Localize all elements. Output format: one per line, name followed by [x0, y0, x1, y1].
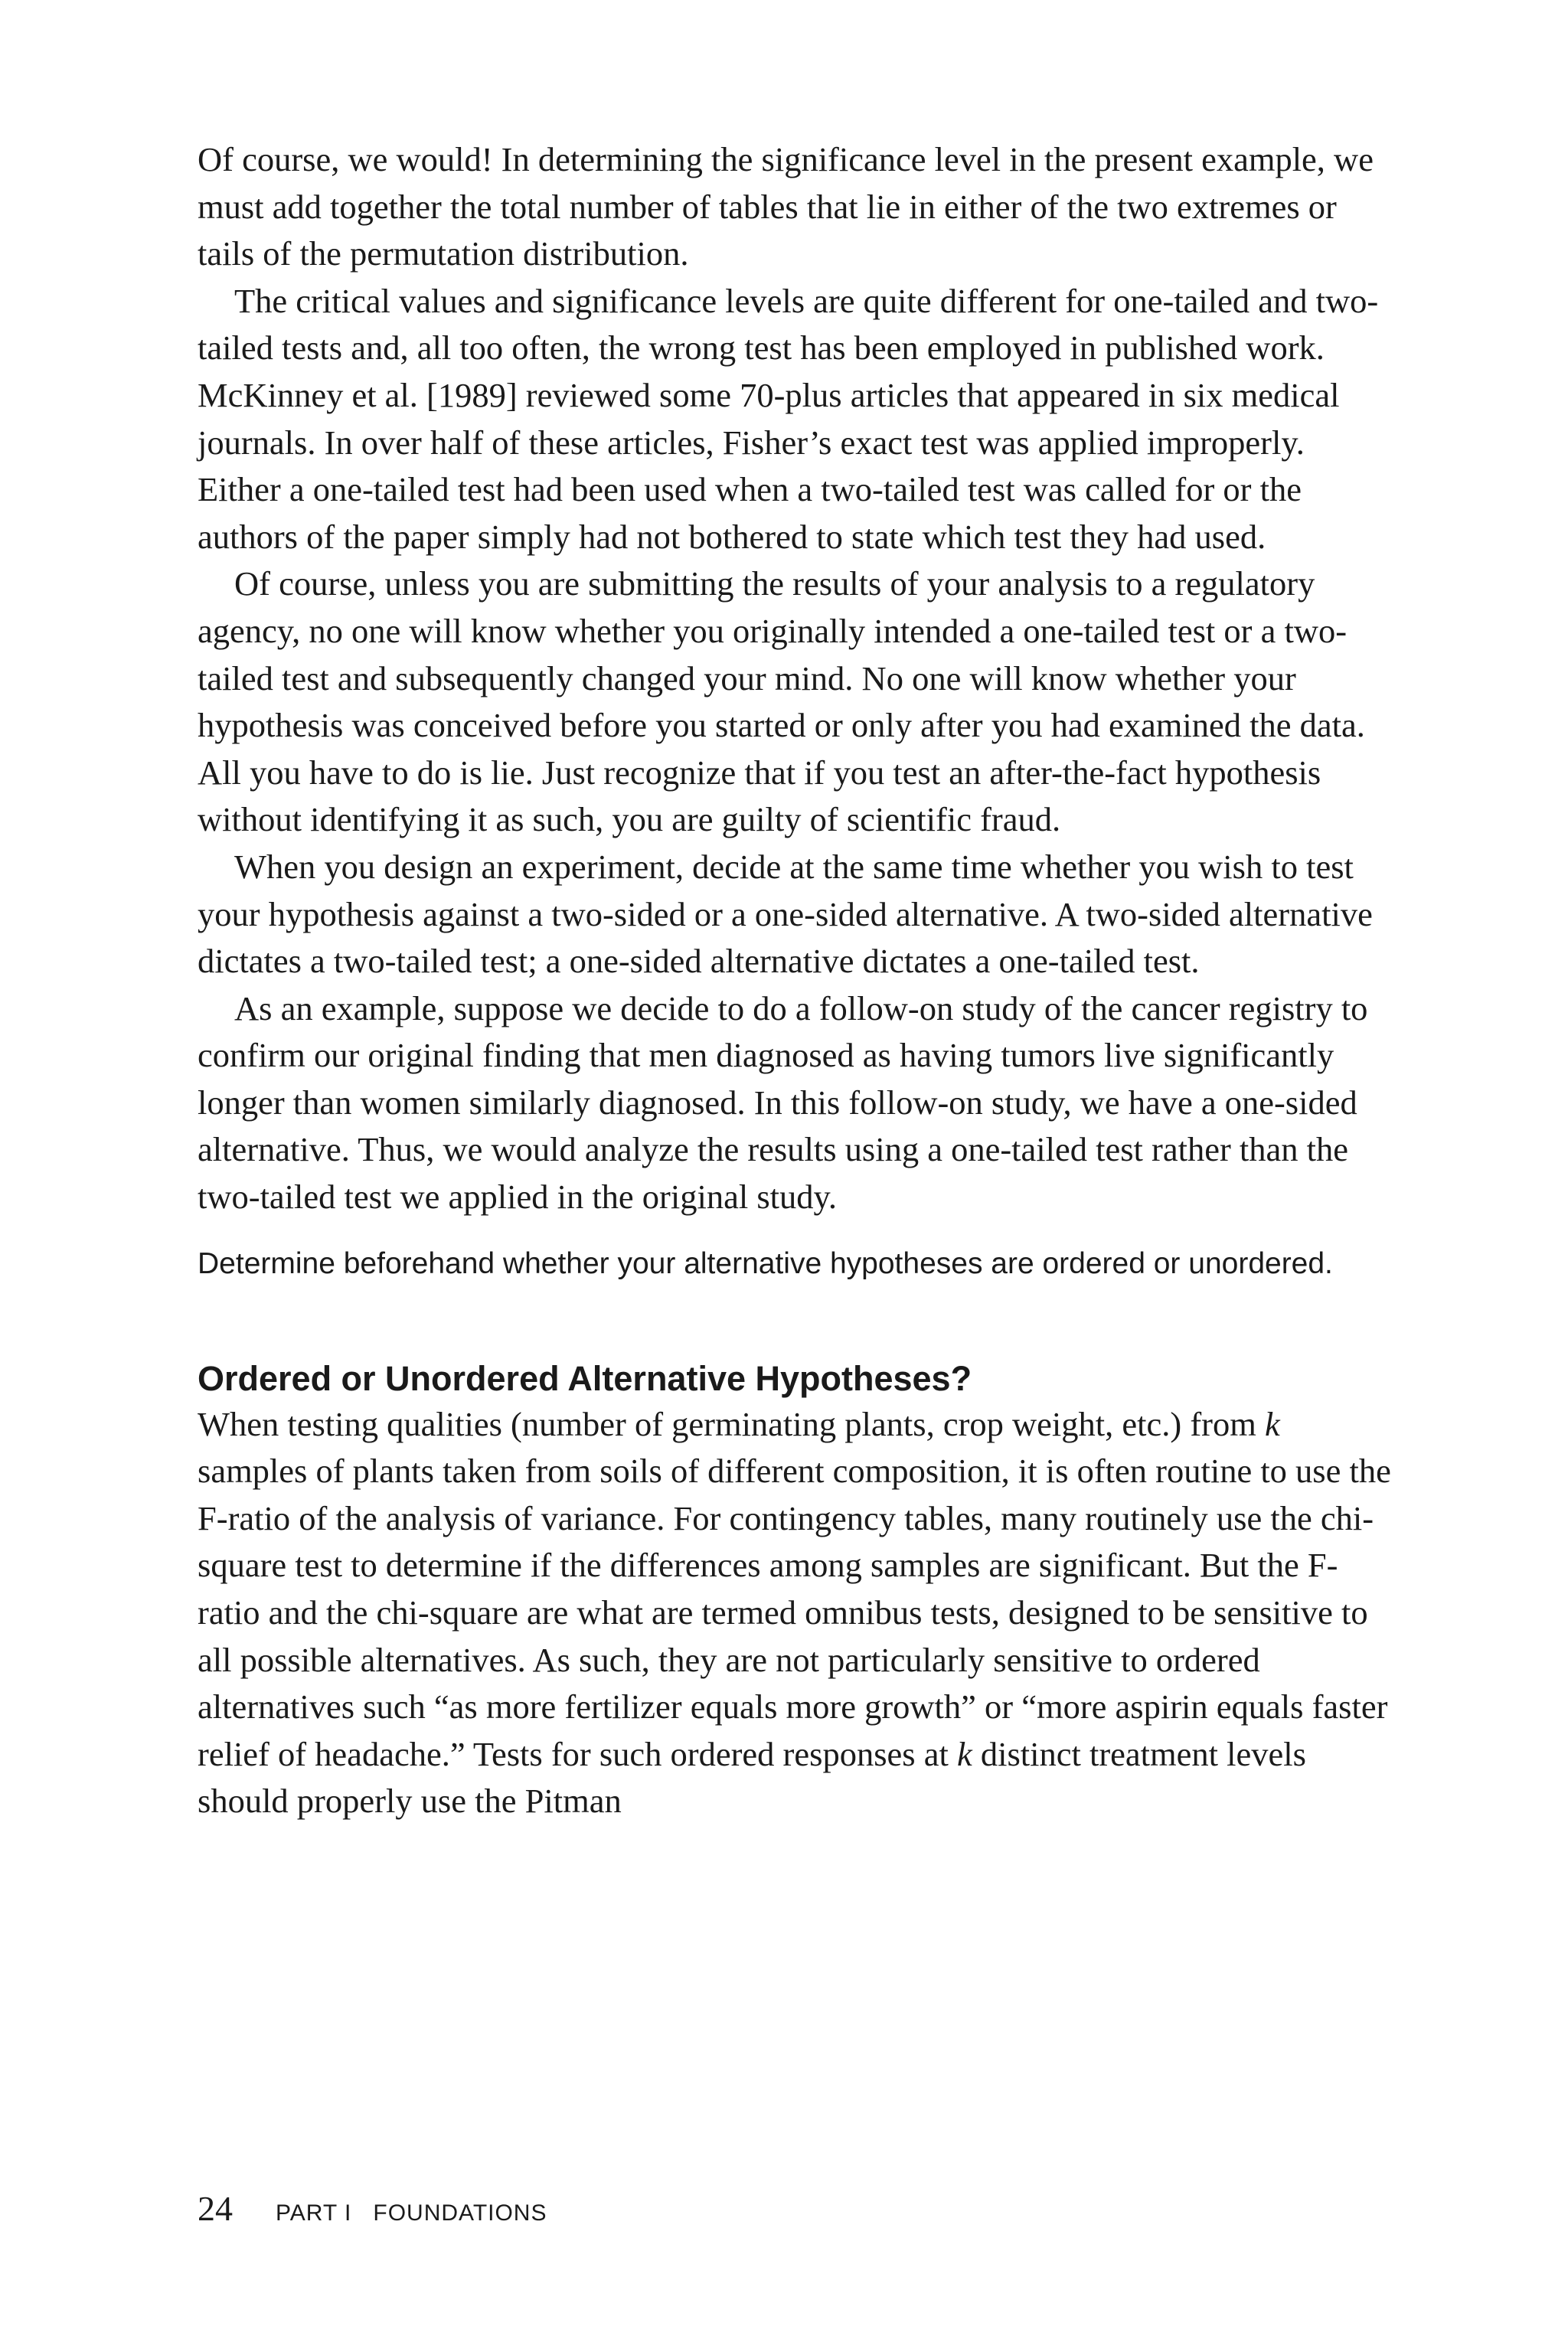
paragraph-5: As an example, suppose we decide to do a follow-on study of the cancer registry to confirm our original finding that men diagnosed as having tumors live significantly longer than women similarly diagnosed. In this follow-on study, we have a one-sided alternative. Thus, we would analyze the results using a one-tailed test rather than the two-tailed test we applied in the original study.	[198, 988, 1368, 1217]
variable-k: k	[956, 1734, 972, 1773]
paragraph-2: The critical values and significance levels are quite different for one-tailed and two-tailed tests and, all too often, the wrong test has been employed in published work. McKinney et al. [1989] reviewed some 70-plus articles that appeared in six medical journals. In over half of these articles, Fisher’s exact test was applied improperly. Either a one-tailed test had been used when a two-tailed test was called for or the authors of the paper simply had not bothered to state which test they had used.	[198, 281, 1379, 556]
paragraph-3: Of course, unless you are submitting the results of your analysis to a regulatory agency, no one will know whether you originally intended a one-tailed test or a two-tailed test and subsequently changed your mind. No one will know whether your hypothesis was conceived before you started or only after you had examined the data. All you have to do is lie. Just recognize that if you test an after-the-fact hypothesis without identifying it as such, you are guilty of scientific fraud.	[198, 564, 1365, 839]
section-text-part1: When testing qualities (number of germinating plants, crop weight, etc.) from	[198, 1404, 1265, 1443]
section-text-part3: distinct treatment levels should properly use the Pitman	[198, 1734, 1306, 1821]
page-body	[198, 136, 1392, 1825]
page-footer	[198, 2188, 547, 2229]
paragraph-1: Of course, we would! In determining the significance level in the present example, we must add together the total number of tables that lie in either of the two extremes or tails of the permutation distribution.	[198, 140, 1374, 273]
section-text-part2: samples of plants taken from soils of different composition, it is often routine to use the F-ratio of the analysis of variance. For contingency tables, many routinely use the chi-square test to determine if the differences among samples are significant. But the F-ratio and the chi-square are what are termed omnibus tests, designed to be sensitive to all possible alternatives. As such, they are not particularly sensitive to ordered alternatives such “as more fertilizer equals more growth” or “more aspirin equals faster relief of headache.” Tests for such ordered responses at	[198, 1452, 1391, 1773]
callout-note: Determine beforehand whether your alternative hypotheses are ordered or unordered.	[198, 1246, 1333, 1280]
page-number: 24	[198, 2189, 233, 2228]
paragraph-4: When you design an experiment, decide at the same time whether you wish to test your hypothesis against a two-sided or a one-sided alternative. A two-sided alternative dictates a two-tailed test; a one-sided alternative dictates a one-tailed test.	[198, 847, 1373, 981]
variable-k: k	[1264, 1404, 1280, 1443]
running-head: PART I FOUNDATIONS	[276, 2200, 547, 2226]
section-paragraph	[198, 1401, 1392, 1825]
section-heading: Ordered or Unordered Alternative Hypotheses?	[198, 1358, 972, 1398]
